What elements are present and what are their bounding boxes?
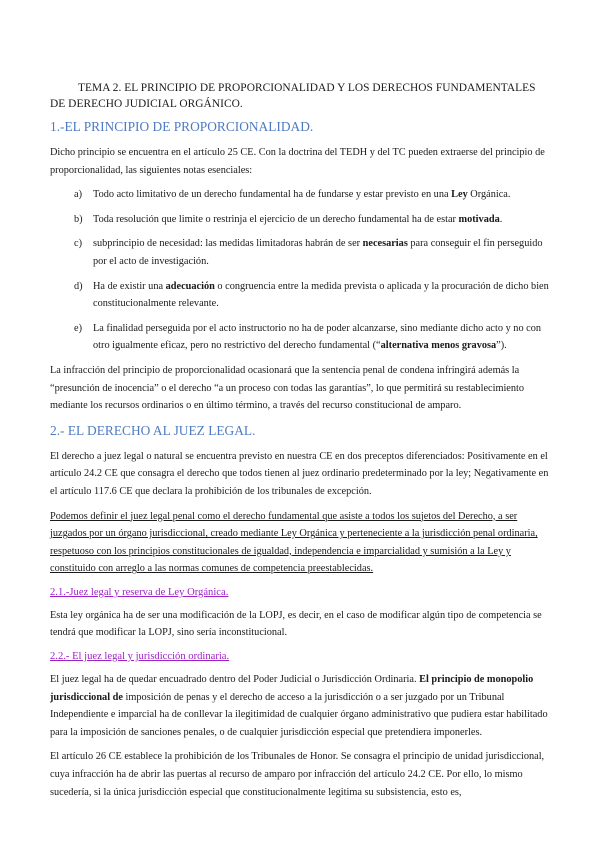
list-item [74,278,552,313]
monopolio-jurisdiccional-bold: El principio de monopolio jurisdiccional de [50,674,534,703]
section-1-intro: Dicho principio se encuentra en el artículo 25 CE. Con la doctrina del TEDH y del TC pueden extraerse del principio de proporcionalidad, las siguientes notas esenciales: [50,147,545,176]
section-2-heading: 2.- EL DERECHO AL JUEZ LEGAL. [50,422,256,438]
list-item [74,186,552,204]
section-2-paragraph-1: El derecho a juez legal o natural se encuentra previsto en nuestra CE en dos preceptos diferenciados: Positivamente en el artículo 24.2 CE que consagra el derecho que todos tienen al juez ordinario predeterminado por la ley; Negativamente en el artículo 117.6 CE que declara la prohibición de los tribunales de excepción. [50,450,549,497]
list-item-text-end: para conseguir el fin perseguido por el acto de investigación. [93,238,543,267]
document-title: TEMA 2. EL PRINCIPIO DE PROPORCIONALIDAD Y LOS DERECHOS FUNDAMENTALES DE DERECHO JUDICIAL ORGÁNICO. [50,82,536,110]
list-item-bold: adecuación [165,280,215,292]
section-2-1-text: Esta ley orgánica ha de ser una modificación de la LOPJ, es decir, en el caso de modificar algún tipo de competencia se tendrá que modificar la LOPJ, sino sería inconstitucional. [50,609,542,639]
list-item [74,211,552,229]
section-1-heading: 1.-EL PRINCIPIO DE PROPORCIONALIDAD. [50,119,314,134]
list-item-bold: motivada [458,213,500,225]
section-2-2-heading: 2.2.- El juez legal y jurisdicción ordinaria. [50,651,230,663]
section-2-2-text [50,671,552,741]
list-item-bold: Ley [451,189,468,201]
list-marker: e) [74,322,82,334]
proportionality-notes-list [50,186,552,355]
list-marker: a) [74,189,82,201]
list-item [74,235,552,270]
list-marker: b) [74,213,83,225]
list-marker: d) [74,280,83,292]
section-2-2-text-start: El juez legal ha de quedar encuadrado dentro del Poder Judicial o Jurisdicción Ordinaria. [50,674,420,686]
list-item-bold: necesarias [362,238,408,250]
list-item-text: Todo acto limitativo de un derecho fundamental ha de fundarse y estar previsto en una [93,189,452,201]
list-item-text: Ha de existir una [93,280,166,292]
list-item-text-end: . [499,213,503,225]
list-item-text-end: o congruencia entre la medida prevista o aplicada y la procuración de dicho bien constitucionalmente relevante. [93,280,549,310]
list-item-text: subprincipio de necesidad: las medidas limitadoras habrán de ser [93,238,363,250]
list-item-bold: alternativa menos gravosa [380,340,497,352]
section-2-2-text-end: imposición de penas y el derecho de acceso a la jurisdicción o a ser juzgado por un Tribunal Independiente e imparcial ha de conllevar la ilegitimidad de cualquier órgano administrativo que pudiera estar habilitado para la imposición de sanciones penales, o de cualquier jurisdicción especial que pretendiera imponerles. [50,691,548,738]
section-2-1-heading: 2.1.-Juez legal y reserva de Ley Orgánica. [50,586,229,598]
list-item [74,320,552,355]
list-item-text: La finalidad perseguida por el acto instructorio no ha de poder alcanzarse, sino mediante dicho acto y no con otro igualmente eficaz, pero no restrictivo del derecho fundamental (“ [93,322,542,352]
section-1-closing: La infracción del principio de proporcionalidad ocasionará que la sentencia penal de condena infringirá además la “presunción de inocencia” o el derecho “a un proceso con todas las garantías”, lo que permitirá su restablecimiento mediante los recursos ordinarios o en último término, a través del recurso constitucional de amparo. [50,364,525,412]
section-2-2-text-2: El artículo 26 CE establece la prohibición de los Tribunales de Honor. Se consagra el principio de unidad jurisdiccional, cuya infracción ha de abrir las puertas al recurso de amparo por infracción del artículo 24.2 CE. Por ello, lo mismo sucedería, si la única jurisdicción especial que constitucionalmente legitima su subsistencia, esto es, [50,751,545,798]
list-marker: c) [74,238,82,250]
list-item-text-end: ”). [496,340,507,352]
list-item-text-end: Orgánica. [467,189,511,201]
juez-legal-definition: Podemos definir el juez legal penal como el derecho fundamental que asiste a todos los sujetos del Derecho, a ser juzgados por un órgano jurisdiccional, creado mediante Ley Orgánica y perteneciente a la jurisdicción penal ordinaria, respetuoso con los principios constitucionales de igualdad, independencia e imparcialidad y sumisión a la Ley y constituido con arreglo a las normas comunes de competencia preestablecidas. [50,510,538,575]
list-item-text: Toda resolución que limite o restrinja el ejercicio de un derecho fundamental ha de estar [93,213,459,225]
